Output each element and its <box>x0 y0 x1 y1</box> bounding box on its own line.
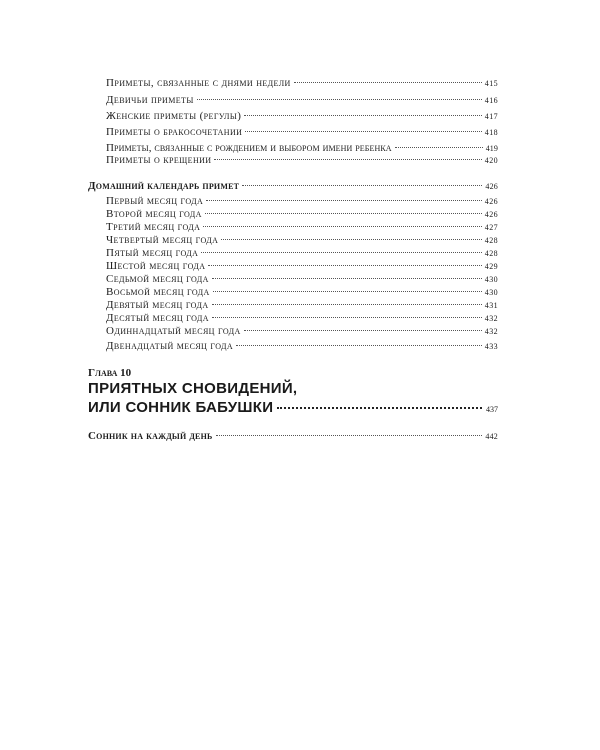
toc-entry-page: 430 <box>484 288 498 297</box>
toc-entry-page: 420 <box>484 156 498 165</box>
toc-entry-page: 426 <box>484 210 498 219</box>
toc-entry-title: Первый месяц года <box>106 195 204 207</box>
toc-entry <box>106 221 498 233</box>
dot-leader <box>221 239 481 240</box>
toc-entry-page: 431 <box>484 301 498 310</box>
toc-entry-title: Второй месяц года <box>106 208 202 220</box>
toc-entry-title: Женские приметы (регулы) <box>106 110 242 122</box>
toc-entry-page: 430 <box>484 275 498 284</box>
toc-entry-title: Девятый месяц года <box>106 299 209 311</box>
toc-entry-page: 426 <box>484 197 498 206</box>
toc-entry-title: Приметы о крещении <box>106 154 212 166</box>
dot-leader <box>236 345 482 346</box>
toc-entry-page: 415 <box>484 79 498 88</box>
toc-entry <box>106 126 498 138</box>
dot-leader <box>242 185 482 186</box>
toc-entry <box>106 340 498 352</box>
toc-entry-page: 429 <box>484 262 498 271</box>
dot-leader <box>244 115 482 116</box>
toc-entry-title: Шестой месяц года <box>106 260 206 272</box>
toc-entry-title: Приметы о бракосочетании <box>106 126 243 138</box>
dot-leader <box>216 435 483 436</box>
dot-leader <box>203 226 482 227</box>
toc-section-page: 442 <box>485 432 498 441</box>
toc-entry <box>106 260 498 272</box>
toc-entry <box>106 110 498 122</box>
dot-leader <box>245 131 481 132</box>
dot-leader <box>197 99 482 100</box>
toc-entry-title: Десятый месяц года <box>106 312 209 324</box>
toc-entry-page: 428 <box>484 236 498 245</box>
chapter-page: 437 <box>486 405 498 414</box>
toc-entry-page: 417 <box>484 112 498 121</box>
toc-entry-page: 432 <box>484 327 498 336</box>
dot-leader <box>212 304 482 305</box>
dot-leader <box>277 407 482 409</box>
toc-entry <box>106 195 498 207</box>
toc-entry-page: 427 <box>484 223 498 232</box>
chapter-title-line2: ИЛИ СОННИК БАБУШКИ <box>88 399 274 416</box>
toc-entry-page: 419 <box>485 144 498 153</box>
dot-leader <box>213 291 482 292</box>
toc-entry-title: Четвертый месяц года <box>106 234 219 246</box>
toc-entry-title: Пятый месяц года <box>106 247 199 259</box>
toc-section-page: 426 <box>485 182 498 191</box>
toc-entry-title: Девичьи приметы <box>106 94 194 106</box>
toc-entry-page: 428 <box>484 249 498 258</box>
toc-entry-title: Двенадцатый месяц года <box>106 340 234 352</box>
dot-leader <box>212 278 482 279</box>
dot-leader <box>206 200 482 201</box>
dot-leader <box>208 265 481 266</box>
toc-entry <box>106 299 498 311</box>
toc-section <box>88 430 498 442</box>
toc-entry-title: Приметы, связанные с днями недели <box>106 77 291 89</box>
dot-leader <box>201 252 481 253</box>
dot-leader <box>395 147 483 148</box>
toc-entry-title: Третий месяц года <box>106 221 201 233</box>
chapter-title-row <box>88 399 498 416</box>
dot-leader <box>205 213 482 214</box>
dot-leader <box>212 317 482 318</box>
toc-entry-title: Восьмой месяц года <box>106 286 210 298</box>
toc-entry-page: 433 <box>484 342 498 351</box>
toc-entry <box>106 325 498 337</box>
toc-entry <box>106 247 498 259</box>
dot-leader <box>214 159 481 160</box>
dot-leader <box>294 82 482 83</box>
toc-section-title: Сонник на каждый день <box>88 430 213 442</box>
toc-entry-title: Седьмой месяц года <box>106 273 209 285</box>
toc-entry <box>106 312 498 324</box>
toc-entry <box>106 234 498 246</box>
toc-entry <box>106 286 498 298</box>
chapter-title-line1: ПРИЯТНЫХ СНОВИДЕНИЙ, <box>88 380 298 397</box>
toc-entry <box>106 208 498 220</box>
dot-leader <box>244 330 482 331</box>
toc-entry <box>106 273 498 285</box>
toc-entry-page: 432 <box>484 314 498 323</box>
toc-entry-page: 418 <box>484 128 498 137</box>
toc-entry <box>106 94 498 106</box>
toc-entry <box>106 142 498 154</box>
toc-entry-title: Одиннадцатый месяц года <box>106 325 241 337</box>
toc-section <box>88 180 498 192</box>
toc-section-title: Домашний календарь примет <box>88 180 240 192</box>
chapter-label: Глава 10 <box>88 367 132 379</box>
toc-entry <box>106 77 498 89</box>
toc-entry <box>106 154 498 166</box>
toc-entry-page: 416 <box>484 96 498 105</box>
toc-entry-title: Приметы, связанные с рождением и выбором имени ребенка <box>106 142 392 154</box>
